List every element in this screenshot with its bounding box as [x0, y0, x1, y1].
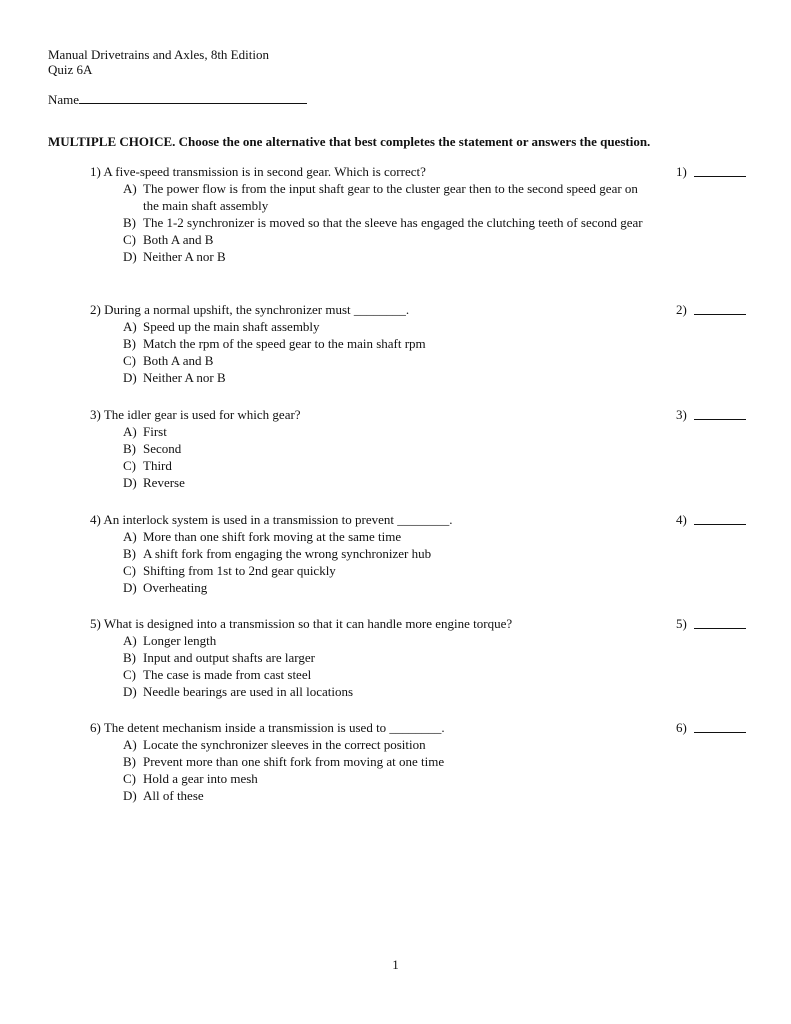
- option-text: A shift fork from engaging the wrong synchronizer hub: [143, 546, 432, 561]
- option-text: Hold a gear into mesh: [143, 771, 258, 786]
- option-letter: B): [123, 336, 136, 351]
- answer-number: 3): [676, 407, 687, 422]
- option-letter: A): [123, 737, 137, 752]
- question: [90, 301, 746, 386]
- option-letter: B): [123, 215, 136, 230]
- answer-option: [90, 335, 643, 352]
- option-text: The case is made from cast steel: [143, 667, 312, 682]
- question-stem: 1) A five-speed transmission is in second gear. Which is correct?: [90, 164, 426, 179]
- option-letter: D): [123, 684, 137, 699]
- answer-option: [90, 369, 643, 386]
- name-label: Name: [48, 92, 80, 107]
- answer-number: 4): [676, 512, 687, 527]
- question-stem: 5) What is designed into a transmission so that it can handle more engine torque?: [90, 616, 513, 631]
- option-text: Neither A nor B: [143, 370, 226, 385]
- option-text: Shifting from 1st to 2nd gear quickly: [143, 563, 336, 578]
- book-title: Manual Drivetrains and Axles, 8th Edition: [48, 47, 269, 62]
- answer-option: [90, 787, 643, 804]
- option-letter: C): [123, 667, 136, 682]
- name-line: [79, 91, 307, 104]
- answer-number: 6): [676, 720, 687, 735]
- answer-option: [90, 440, 643, 457]
- answer-number: 2): [676, 302, 687, 317]
- question: [90, 406, 746, 491]
- answer-blank[interactable]: [694, 314, 746, 315]
- question-stem: 2) During a normal upshift, the synchronizer must ________.: [90, 302, 410, 317]
- answer-option: [90, 736, 643, 753]
- page-number: 1: [392, 957, 399, 972]
- answer-option: [90, 180, 643, 214]
- option-letter: B): [123, 754, 136, 769]
- option-text: First: [143, 424, 167, 439]
- name-field[interactable]: [48, 91, 307, 107]
- question: [90, 163, 746, 265]
- answer-blank[interactable]: [694, 176, 746, 177]
- option-letter: C): [123, 458, 136, 473]
- option-letter: B): [123, 546, 136, 561]
- question-stem: 3) The idler gear is used for which gear?: [90, 407, 301, 422]
- option-letter: C): [123, 563, 136, 578]
- answer-blank[interactable]: [694, 524, 746, 525]
- answer-option: [90, 753, 643, 770]
- option-text: Both A and B: [143, 353, 214, 368]
- answer-number: 5): [676, 616, 687, 631]
- option-letter: D): [123, 580, 137, 595]
- option-letter: D): [123, 788, 137, 803]
- answer-option: [90, 248, 643, 265]
- option-text: Both A and B: [143, 232, 214, 247]
- answer-blank[interactable]: [694, 732, 746, 733]
- question-stem: 4) An interlock system is used in a transmission to prevent ________.: [90, 512, 453, 527]
- option-letter: B): [123, 650, 136, 665]
- option-letter: A): [123, 529, 137, 544]
- option-text: Prevent more than one shift fork from moving at one time: [143, 754, 445, 769]
- answer-option: [90, 632, 643, 649]
- answer-option: [90, 649, 643, 666]
- option-letter: A): [123, 319, 137, 334]
- option-letter: D): [123, 370, 137, 385]
- option-letter: A): [123, 633, 137, 648]
- option-text: Speed up the main shaft assembly: [143, 319, 320, 334]
- option-text: Overheating: [143, 580, 208, 595]
- instructions: MULTIPLE CHOICE. Choose the one alternative that best completes the statement or answers the question.: [48, 134, 651, 149]
- option-text: Input and output shafts are larger: [143, 650, 315, 665]
- option-text: All of these: [143, 788, 204, 803]
- option-text: Needle bearings are used in all locations: [143, 684, 354, 699]
- option-letter: D): [123, 249, 137, 264]
- answer-option: [90, 683, 643, 700]
- option-text: The power flow is from the input shaft gear to the cluster gear then to the second speed gear on the main shaft assembly: [143, 181, 638, 213]
- answer-option: [90, 457, 643, 474]
- answer-option: [90, 770, 643, 787]
- answer-option: [90, 318, 643, 335]
- option-letter: A): [123, 181, 137, 196]
- quiz-title: Quiz 6A: [48, 62, 93, 77]
- option-text: Third: [143, 458, 172, 473]
- answer-option: [90, 562, 643, 579]
- option-text: Match the rpm of the speed gear to the main shaft rpm: [143, 336, 426, 351]
- answer-option: [90, 352, 643, 369]
- answer-option: [90, 474, 643, 491]
- option-text: Locate the synchronizer sleeves in the correct position: [143, 737, 426, 752]
- answer-option: [90, 666, 643, 683]
- answer-option: [90, 214, 643, 231]
- option-letter: A): [123, 424, 137, 439]
- answer-number: 1): [676, 164, 687, 179]
- option-text: Longer length: [143, 633, 217, 648]
- answer-option: [90, 545, 643, 562]
- option-letter: C): [123, 771, 136, 786]
- answer-option: [90, 231, 643, 248]
- option-letter: C): [123, 353, 136, 368]
- answer-option: [90, 423, 643, 440]
- option-text: More than one shift fork moving at the same time: [143, 529, 402, 544]
- question: [90, 511, 746, 596]
- answer-blank[interactable]: [694, 628, 746, 629]
- option-text: The 1-2 synchronizer is moved so that the sleeve has engaged the clutching teeth of second gear: [143, 215, 643, 230]
- option-text: Neither A nor B: [143, 249, 226, 264]
- answer-blank[interactable]: [694, 419, 746, 420]
- answer-option: [90, 579, 643, 596]
- question-stem: 6) The detent mechanism inside a transmission is used to ________.: [90, 720, 445, 735]
- option-text: Reverse: [143, 475, 185, 490]
- answer-option: [90, 528, 643, 545]
- option-letter: B): [123, 441, 136, 456]
- option-letter: C): [123, 232, 136, 247]
- question: [90, 719, 746, 804]
- option-text: Second: [143, 441, 182, 456]
- option-letter: D): [123, 475, 137, 490]
- question: [90, 615, 746, 700]
